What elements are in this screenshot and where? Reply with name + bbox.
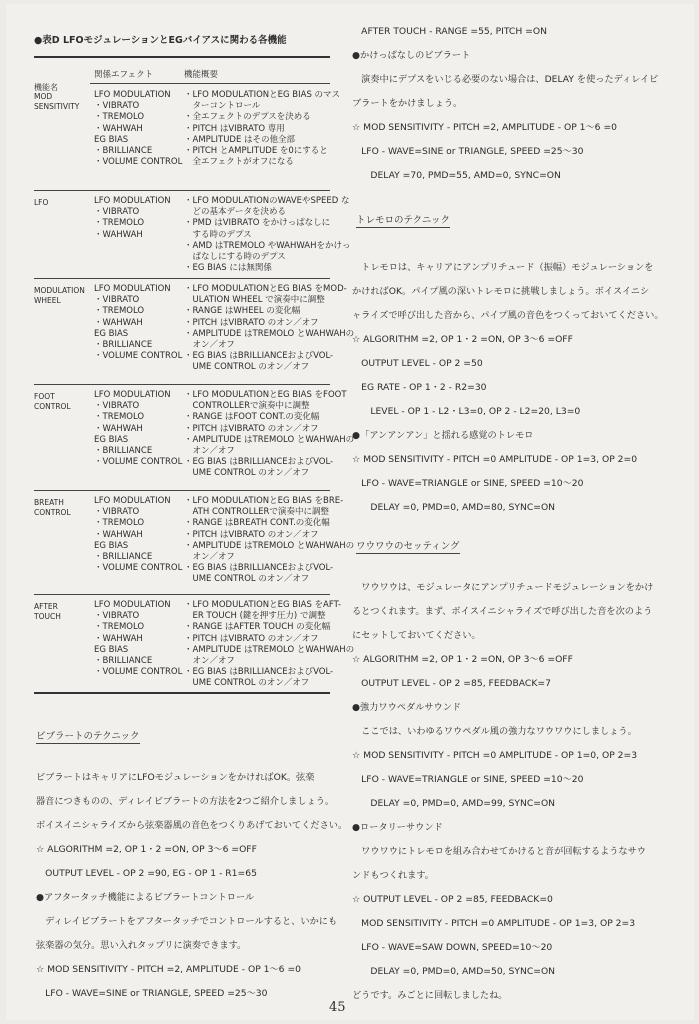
related-effects — [94, 284, 182, 362]
row-divider — [34, 384, 330, 385]
effect-item: ・WAHWAH — [94, 317, 143, 328]
text-line: DELAY =0, PMD=0, AMD=99, SYNC=ON — [352, 798, 556, 809]
text-line: LFO - WAVE=TRIANGLE or SINE, SPEED =10〜20 — [352, 478, 584, 489]
tremolo-section-title: トレモロのテクニック — [356, 212, 450, 228]
table-title: ●表D LFOモジュレーションとEGバイアスに関わる各機能 — [34, 35, 287, 46]
text-line: LFO - WAVE=SAW DOWN, SPEED=10〜20 — [352, 942, 553, 953]
text-line: どうです。みごとに回転しましたね。 — [352, 990, 508, 1001]
summary-line: 全エフェクトがオフになる — [184, 157, 294, 168]
row-divider — [34, 594, 330, 595]
text-line: ブラートをかけましょう。 — [352, 98, 463, 109]
page-number: 45 — [329, 1000, 346, 1015]
summary-line: ・AMPLITUDE はその他全部 — [184, 134, 296, 145]
effect-item: ・TREMOLO — [94, 112, 145, 123]
text-line: OUTPUT LEVEL - OP 2 =50 — [352, 358, 483, 369]
function-name: BREATH CONTROL — [34, 498, 71, 517]
related-effects — [94, 390, 182, 468]
text-line: ☆ ALGORITHM =2, OP 1・2 =ON, OP 3〜6 =OFF — [352, 654, 573, 665]
effect-item: ・VIBRATO — [94, 295, 140, 306]
effect-item: EG BIAS — [94, 434, 129, 445]
row-divider — [34, 190, 330, 191]
effect-item: ・BRILLIANCE — [94, 552, 153, 563]
table-row — [34, 492, 355, 594]
function-summary — [184, 284, 354, 374]
text-line: DELAY =0, PMD=0, AMD=80, SYNC=ON — [352, 502, 556, 513]
summary-line: ・EG BIAS はBRILLIANCEおよびVOL- — [184, 457, 334, 468]
effect-item: ・VOLUME CONTROL — [94, 351, 183, 362]
wahwah-section-body — [352, 576, 653, 1008]
summary-line: する時のデプス — [184, 229, 252, 240]
effect-item: ・WAHWAH — [94, 633, 143, 644]
effect-item: ・VOLUME CONTROL — [94, 457, 183, 468]
summary-line: ・PITCH はVIBRATO のオン／オフ — [184, 317, 319, 328]
summary-line: ・EG BIAS には無関係 — [184, 263, 272, 274]
related-effects — [94, 196, 171, 241]
effect-item: ・WAHWAH — [94, 529, 143, 540]
right-top-body — [352, 20, 658, 188]
effect-item: ・TREMOLO — [94, 218, 145, 229]
summary-line: ・AMD はTREMOLO やWAHWAHをかけっ — [184, 240, 351, 251]
related-effects — [94, 496, 182, 574]
summary-line: UME CONTROL のオン／オフ — [184, 468, 310, 479]
text-line: ●「アンアンアン」と揺れる感覚のトレモロ — [352, 430, 534, 441]
summary-line: ・全エフェクトのデプスを決める — [184, 112, 311, 123]
header-effect: 関係エフェクト — [94, 70, 154, 80]
text-line: ☆ MOD SENSITIVITY - PITCH =2, AMPLITUDE - OP 1〜6 =0 — [352, 122, 617, 133]
effect-item: ・VIBRATO — [94, 401, 140, 412]
table-row — [34, 86, 341, 190]
summary-line: オン／オフ — [184, 656, 235, 667]
summary-line: ・LFO MODULATIONとEG BIAS をBRE- — [184, 496, 344, 506]
text-line: ボイスイニシャライズから弦楽器風の音色をつくりあげておいてください。 — [36, 820, 348, 831]
text-line: ☆ OUTPUT LEVEL - OP 2 =85, FEEDBACK=0 — [352, 894, 553, 905]
summary-line: ATH CONTROLLERで演奏中に調整 — [184, 507, 329, 518]
effect-item: EG BIAS — [94, 540, 129, 551]
effect-item: ・BRILLIANCE — [94, 656, 153, 667]
text-line: かければOK。パイプ風の深いトレモロに挑戦しましょう。ボイスイニシ — [352, 286, 650, 297]
effect-item: ・TREMOLO — [94, 518, 145, 529]
effect-item: ・VIBRATO — [94, 101, 140, 112]
effect-item: ・VIBRATO — [94, 207, 140, 218]
text-line: 弦楽器の気分。思い入れタップリに演奏できます。 — [36, 940, 247, 951]
effect-item: EG BIAS — [94, 644, 129, 655]
text-line: ディレイビブラートをアフタータッチでコントロールすると、いかにも — [36, 916, 338, 927]
function-summary — [184, 196, 351, 274]
summary-line: ぱなしにする時のデプス — [184, 252, 286, 263]
summary-line: ・LFO MODULATIONとEG BIAS をAFT- — [184, 600, 342, 610]
function-name: MODULATION WHEEL — [34, 286, 85, 305]
function-name: MOD SENSITIVITY — [34, 92, 80, 111]
text-line: LFO - WAVE=SINE or TRIANGLE, SPEED =25〜30 — [352, 146, 584, 157]
text-line: ワウワウは、モジュレータにアンプリチュードモジュレーションをかけ — [352, 582, 654, 593]
effect-item: ・TREMOLO — [94, 306, 145, 317]
effect-item: LFO MODULATION — [94, 284, 171, 294]
function-summary — [184, 600, 354, 690]
text-line: ☆ MOD SENSITIVITY - PITCH =0 AMPLITUDE - OP 1=0, OP 2=3 — [352, 750, 638, 761]
summary-line: ・PITCH はVIBRATO のオン／オフ — [184, 423, 319, 434]
table-row — [34, 280, 355, 384]
summary-line: ・AMPLITUDE はTREMOLO とWAHWAHの — [184, 434, 355, 445]
related-effects — [94, 600, 182, 678]
effect-item: EG BIAS — [94, 134, 129, 145]
summary-line: ・PITCH はVIBRATO のオン／オフ — [184, 633, 319, 644]
effect-item: ・VIBRATO — [94, 507, 140, 518]
text-line: ワウワウにトレモロを組み合わせてかけると音が回転するようなサウ — [352, 846, 646, 857]
text-line: ンドもつくれます。 — [352, 870, 434, 881]
effect-item: LFO MODULATION — [94, 600, 171, 610]
text-line: ャライズで呼び出した音から、パイプ風の音色をつくっておいてください。 — [352, 310, 664, 321]
text-line: DELAY =70, PMD=55, AMD=0, SYNC=ON — [352, 170, 561, 181]
effect-item: ・BRILLIANCE — [94, 446, 153, 457]
effect-item: LFO MODULATION — [94, 196, 171, 206]
tremolo-section-body — [352, 256, 664, 520]
text-line: 演奏中にデプスをいじる必要のない場合は、DELAY を使ったディレイビ — [352, 74, 659, 85]
summary-line: ・EG BIAS はBRILLIANCEおよびVOL- — [184, 563, 334, 574]
text-line: ●強力ワウペダルサウンド — [352, 702, 462, 713]
summary-line: UME CONTROL のオン／オフ — [184, 362, 310, 373]
text-line: DELAY =0, PMD=0, AMD=50, SYNC=ON — [352, 966, 556, 977]
effect-item: LFO MODULATION — [94, 390, 171, 400]
text-line: 器音につきものの、ディレイビブラートの方法を2つご紹介しましょう。 — [36, 796, 335, 807]
text-line: OUTPUT LEVEL - OP 2 =90, EG - OP 1 - R1=65 — [36, 868, 257, 879]
summary-line: ULATION WHEEL で演奏中に調整 — [184, 295, 325, 306]
summary-line: UME CONTROL のオン／オフ — [184, 678, 310, 689]
effect-item: ・VIBRATO — [94, 611, 140, 622]
summary-line: ・EG BIAS はBRILLIANCEおよびVOL- — [184, 667, 334, 678]
summary-line: ・RANGE はWHEEL の変化幅 — [184, 306, 301, 317]
text-line: ●ロータリーサウンド — [352, 822, 443, 833]
table-row — [34, 596, 355, 692]
effect-item: ・VOLUME CONTROL — [94, 667, 183, 678]
text-line: LFO - WAVE=TRIANGLE or SINE, SPEED =10〜20 — [352, 774, 584, 785]
row-divider — [34, 692, 330, 694]
wahwah-section-title: ワウワウのセッティング — [356, 538, 460, 554]
summary-line: ・PITCH とAMPLITUDE を0にすると — [184, 146, 328, 157]
effect-item: ・BRILLIANCE — [94, 146, 153, 157]
text-line: るとつくれます。まず、ボイスイニシャライズで呼び出した音を次のよう — [352, 606, 653, 617]
related-effects — [94, 90, 182, 168]
text-line: ここでは、いわゆるワウペダル風の強力なワウワウにしましょう。 — [352, 726, 637, 737]
summary-line: ・RANGE はAFTER TOUCH の変化幅 — [184, 622, 331, 633]
summary-line: ターコントロール — [184, 101, 261, 112]
effect-item: ・VOLUME CONTROL — [94, 157, 183, 168]
summary-line: オン／オフ — [184, 340, 235, 351]
text-line: EG RATE - OP 1・2 - R2=30 — [352, 382, 487, 393]
summary-line: ・LFO MODULATIONとEG BIAS をMOD- — [184, 284, 347, 294]
text-line: トレモロは、キャリアにアンプリチュード（振幅）モジュレーションを — [352, 262, 654, 273]
function-name: FOOT CONTROL — [34, 392, 71, 411]
text-line: ☆ ALGORITHM =2, OP 1・2 =ON, OP 3〜6 =OFF — [352, 334, 573, 345]
effect-item: ・TREMOLO — [94, 622, 145, 633]
header-summary: 機能概要 — [184, 70, 219, 80]
text-line: LEVEL - OP 1 - L2・L3=0, OP 2 - L2=20, L3=0 — [352, 406, 581, 417]
effect-item: ・TREMOLO — [94, 412, 145, 423]
effect-item: ・VOLUME CONTROL — [94, 563, 183, 574]
summary-line: ・RANGE はBREATH CONT.の変化幅 — [184, 518, 330, 529]
vibrato-section-title: ビブラートのテクニック — [36, 728, 140, 744]
vibrato-section-body — [36, 766, 347, 1006]
table-row — [34, 192, 351, 278]
page — [6, 4, 694, 1020]
summary-line: ・AMPLITUDE はTREMOLO とWAHWAHの — [184, 540, 355, 551]
effect-item: ・BRILLIANCE — [94, 340, 153, 351]
summary-line: ER TOUCH (鍵を押す圧力) で調整 — [184, 611, 326, 622]
header-rule — [90, 83, 330, 84]
summary-line: オン／オフ — [184, 446, 235, 457]
text-line: ☆ MOD SENSITIVITY - PITCH =0 AMPLITUDE - OP 1=3, OP 2=0 — [352, 454, 638, 465]
table-top-rule — [34, 56, 330, 58]
summary-line: ・EG BIAS はBRILLIANCEおよびVOL- — [184, 351, 334, 362]
text-line: OUTPUT LEVEL - OP 2 =85, FEEDBACK=7 — [352, 678, 551, 689]
text-line: ☆ MOD SENSITIVITY - PITCH =2, AMPLITUDE - OP 1〜6 =0 — [36, 964, 301, 975]
effect-item: ・WAHWAH — [94, 423, 143, 434]
effect-item: ・WAHWAH — [94, 123, 143, 134]
summary-line: UME CONTROL のオン／オフ — [184, 574, 310, 585]
summary-line: ・LFO MODULATIONとEG BIAS をFOOT — [184, 390, 347, 400]
effect-item: EG BIAS — [94, 328, 129, 339]
summary-line: ・PITCH はVIBRATO 専用 — [184, 123, 285, 134]
text-line: MOD SENSITIVITY - PITCH =0 AMPLITUDE - OP 1=3, OP 2=3 — [352, 918, 636, 929]
function-name: AFTER TOUCH — [34, 602, 61, 621]
text-line: ☆ ALGORITHM =2, OP 1・2 =ON, OP 3〜6 =OFF — [36, 844, 257, 855]
header-function: 機能名 — [34, 83, 58, 92]
text-line: LFO - WAVE=SINE or TRIANGLE, SPEED =25〜30 — [36, 988, 268, 999]
function-name: LFO — [34, 198, 49, 207]
text-line: AFTER TOUCH - RANGE =55, PITCH =ON — [352, 26, 547, 37]
function-summary — [184, 496, 354, 586]
text-line: ビブラートはキャリアにLFOモジュレーションをかければOK。弦楽 — [36, 772, 315, 783]
summary-line: ・LFO MODULATIONとEG BIAS のマス — [184, 90, 341, 100]
summary-line: ・LFO MODULATIONのWAVEやSPEED な — [184, 196, 350, 206]
effect-item: LFO MODULATION — [94, 90, 171, 100]
text-line: ●アフタータッチ機能によるビブラートコントロール — [36, 892, 255, 903]
summary-line: どの基本データを決める — [184, 207, 287, 218]
effect-item: ・WAHWAH — [94, 229, 143, 240]
summary-line: ・PMD はVIBRATO をかけっぱなしに — [184, 218, 331, 229]
effect-item: LFO MODULATION — [94, 496, 171, 506]
text-line: ●かけっぱなしのビブラート — [352, 50, 471, 61]
row-divider — [34, 278, 330, 279]
summary-line: CONTROLLERで演奏中に調整 — [184, 401, 310, 412]
summary-line: ・PITCH はVIBRATO のオン／オフ — [184, 529, 319, 540]
summary-line: ・AMPLITUDE はTREMOLO とWAHWAHの — [184, 644, 355, 655]
function-summary — [184, 90, 340, 168]
summary-line: ・AMPLITUDE はTREMOLO とWAHWAHの — [184, 328, 355, 339]
text-line: にセットしておいてください。 — [352, 630, 481, 641]
row-divider — [34, 490, 330, 491]
summary-line: ・RANGE はFOOT CONT.の変化幅 — [184, 412, 320, 423]
summary-line: オン／オフ — [184, 552, 235, 563]
function-summary — [184, 390, 354, 480]
table-row — [34, 386, 355, 490]
